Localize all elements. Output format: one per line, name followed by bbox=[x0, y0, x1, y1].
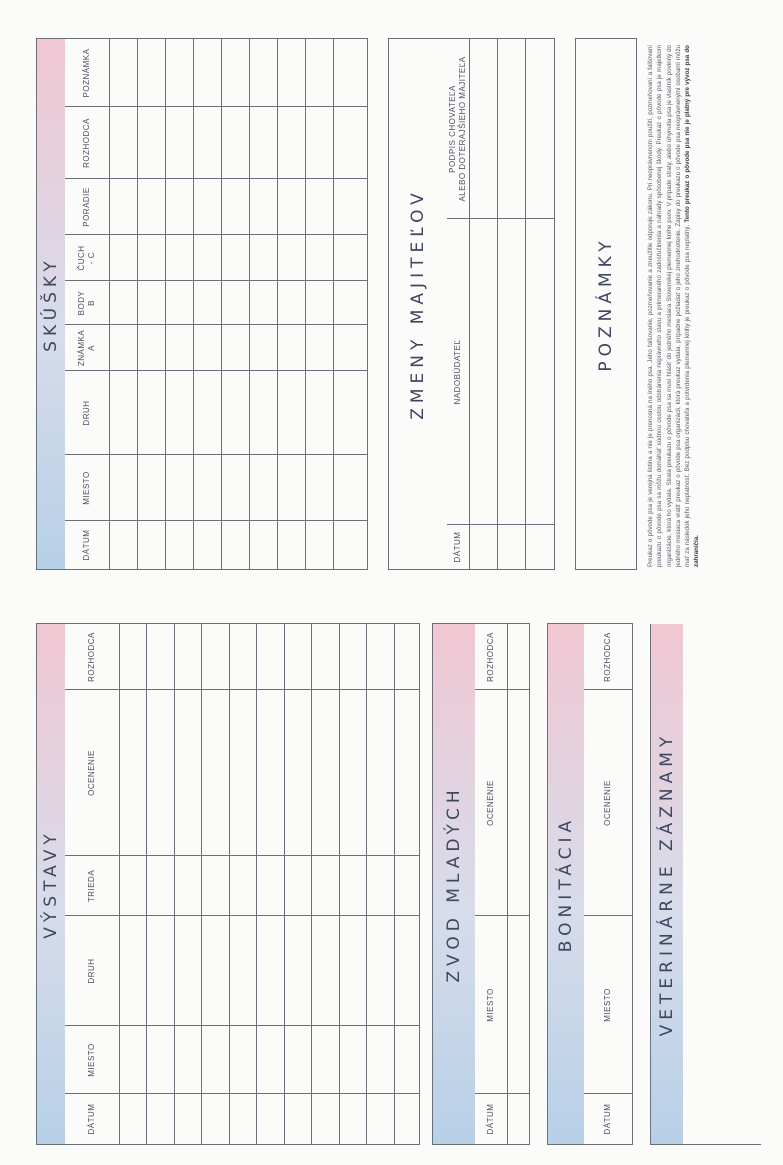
skusky-col-poznamka: POZNÁMKA bbox=[82, 48, 91, 98]
poznamky-title: POZNÁMKY bbox=[596, 236, 616, 372]
bonitacia-col-ocenenie: OCENENIE bbox=[603, 780, 612, 826]
vystavy-title: VÝSTAVY bbox=[37, 624, 65, 1144]
zmeny-table bbox=[388, 38, 555, 570]
vystavy-col-trieda: TRIEDA bbox=[87, 869, 96, 903]
legal-notice-text: Preukaz o pôvode psa je verejná listina a nie je prenosná na iného psa. Jeho falšovanie, pozmeňovanie a zneužitie odporuje zákonu. Pri neoprávnenom použití, pozmeňovaní a falšovaní preukazu o pôvode psa sa môžu domáhať súdnou cestou odstránenia neprávneho stavu a primeraného zadosťučinenia a náhrady spôsobenej škody. Preukaz o pôvode psa je majetkom organizácie, ktorá ho vydala. Strata preukazu o pôvode psa sa musí hlásiť do jedného mesiaca Slovenskej plemennej knihe psov. V prípade straty, alebo úhynutia psa je vlastník povinný do jedného mesiaca vrátiť preukaz o pôvode psa organizácii, ktorá preukaz vydala, prípadne požiadať o jeho znehodnotenie. Zápisy do preukazu o pôvode psa neoprávnenými osobami môžu mať za následok jeho neplatnosť. Bez podpisu chovateľa a potvrdenia plemennej knihy je preukaz o pôvode psa neplatný. bbox=[647, 45, 692, 567]
veterinarne-box bbox=[650, 624, 761, 1145]
zvod-col-rozhodca: ROZHODCA bbox=[486, 632, 495, 682]
vystavy-table bbox=[36, 623, 420, 1145]
vystavy-col-ocenenie: OCENENIE bbox=[87, 750, 96, 796]
zvod-col-ocenenie: OCENENIE bbox=[486, 780, 495, 826]
skusky-col-body-sub: B bbox=[87, 300, 96, 306]
legal-notice bbox=[646, 45, 702, 567]
skusky-col-znamka bbox=[65, 325, 109, 371]
bonitacia-title: BONITÁCIA bbox=[548, 624, 584, 1144]
zvod-table bbox=[432, 623, 530, 1145]
zmeny-col-nadobudatel: NADOBÚDATEĽ bbox=[453, 339, 462, 405]
zvod-col-miesto: MIESTO bbox=[486, 988, 495, 1022]
skusky-col-cuch-sub: - C bbox=[87, 251, 96, 265]
zmeny-col-podpis-line1: PODPIS CHOVATEĽA bbox=[448, 85, 457, 173]
bonitacia-col-miesto: MIESTO bbox=[603, 988, 612, 1022]
bonitacia-table bbox=[547, 623, 633, 1145]
skusky-col-druh: DRUH bbox=[82, 400, 91, 426]
zvod-col-datum: DÁTUM bbox=[486, 1103, 495, 1135]
skusky-col-cuch-label: ČUCH bbox=[77, 245, 86, 271]
skusky-col-body bbox=[65, 281, 109, 325]
skusky-col-znamka-label: ZNÁMKA bbox=[77, 329, 86, 367]
skusky-col-rozhodca: ROZHODCA bbox=[82, 118, 91, 168]
zvod-title: ZVOD MLADÝCH bbox=[433, 624, 475, 1144]
vystavy-col-datum: DÁTUM bbox=[87, 1103, 96, 1135]
skusky-col-body-label: BODY bbox=[77, 290, 86, 316]
poznamky-box bbox=[575, 38, 637, 570]
skusky-table bbox=[36, 38, 368, 570]
zmeny-col-datum: DÁTUM bbox=[453, 531, 462, 563]
skusky-col-cuch bbox=[65, 235, 109, 281]
legal-notice-bold: Tento preukaz o pôvode psa nie je platný pre vývoz psa do zahraničia. bbox=[684, 45, 701, 567]
vystavy-col-rozhodca: ROZHODCA bbox=[87, 632, 96, 682]
skusky-col-miesto: MIESTO bbox=[82, 471, 91, 505]
zmeny-col-podpis-line2: ALEBO DOTERAJŠIEHO MAJITEĽA bbox=[458, 56, 467, 202]
bonitacia-col-rozhodca: ROZHODCA bbox=[603, 632, 612, 682]
skusky-col-znamka-sub: A bbox=[87, 345, 96, 351]
skusky-col-poradie: PORADIE bbox=[82, 187, 91, 227]
bonitacia-col-datum: DÁTUM bbox=[603, 1103, 612, 1135]
veterinarne-title: VETERINÁRNE ZÁZNAMY bbox=[651, 624, 683, 1144]
zmeny-title: ZMENY MAJITEĽOV bbox=[408, 188, 428, 420]
vystavy-col-miesto: MIESTO bbox=[87, 1043, 96, 1077]
zmeny-col-podpis bbox=[447, 39, 469, 219]
skusky-title: SKÚŠKY bbox=[37, 39, 65, 569]
vystavy-col-druh: DRUH bbox=[87, 958, 96, 984]
skusky-col-datum: DÁTUM bbox=[82, 529, 91, 561]
